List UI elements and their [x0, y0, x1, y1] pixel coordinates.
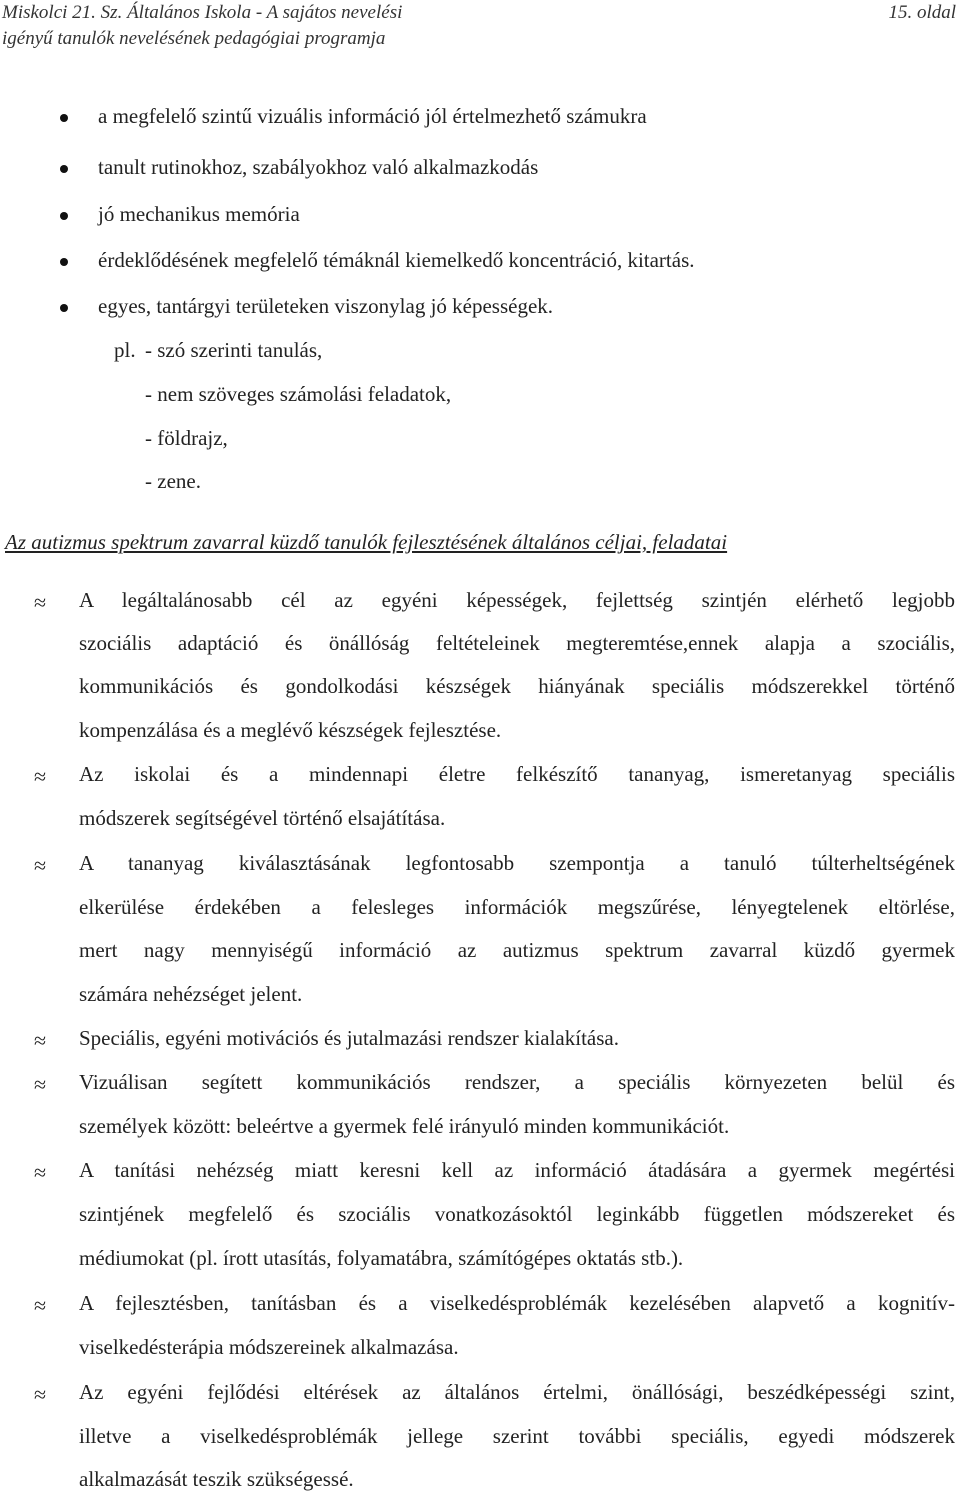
list-item-text: egyes, tantárgyi területeken viszonylag jó képességek. — [98, 294, 554, 318]
section-heading: Az autizmus spektrum zavarral küzdő tanulók fejlesztésének általános céljai, feladatai — [5, 530, 728, 554]
approx-bullet-icon: ≈ — [34, 1072, 47, 1097]
bullet-dot-icon — [60, 304, 68, 312]
approx-bullet-icon: ≈ — [34, 853, 47, 878]
goal-line: elkerülése érdekében a felesleges információk megszűrése, lényegtelenek eltörlése, — [79, 895, 955, 919]
approx-bullet-icon: ≈ — [34, 590, 47, 615]
goal-line: szintjének megfelelő és szociális vonatkozásoktól leginkább független módszereket és — [79, 1202, 955, 1226]
list-item — [0, 202, 960, 246]
list-item-text: tanult rutinokhoz, szabályokhoz való alkalmazkodás — [98, 155, 539, 179]
goal-line: kommunikációs és gondolkodási készségek hiányának speciális módszerekkel történő — [79, 674, 955, 698]
bullet-dot-icon — [60, 165, 68, 173]
goal-line: A fejlesztésben, tanításban és a viselkedésproblémák kezelésében alapvető a kognitív- — [79, 1291, 955, 1315]
approx-bullet-icon: ≈ — [34, 1028, 47, 1053]
goal-line: illetve a viselkedésproblémák jellege szerint további speciális, egyedi módszerek — [79, 1424, 955, 1448]
goal-line: Vizuálisan segített kommunikációs rendszer, a speciális környezeten belül és — [79, 1070, 955, 1094]
goal-line: A tananyag kiválasztásának legfontosabb szempontja a tanuló túlterheltségének — [79, 851, 955, 875]
example-item: - zene. — [145, 469, 201, 493]
goal-line: viselkedésterápia módszereinek alkalmazása. — [79, 1335, 459, 1359]
example-item: - földrajz, — [145, 426, 228, 450]
goal-line: médiumokat (pl. írott utasítás, folyamatábra, számítógépes oktatás stb.). — [79, 1246, 684, 1270]
approx-bullet-icon: ≈ — [34, 1382, 47, 1407]
header-school-title: Miskolci 21. Sz. Általános Iskola - A sajátos nevelési — [2, 2, 403, 23]
list-item-text: érdeklődésének megfelelő témáknál kiemelkedő koncentráció, kitartás. — [98, 248, 695, 272]
examples-prefix: pl. — [114, 338, 136, 362]
goal-line: Az iskolai és a mindennapi életre felkészítő tananyag, ismeretanyag speciális — [79, 762, 955, 786]
goal-line: A tanítási nehézség miatt keresni kell az információ átadására a gyermek megértési — [79, 1158, 955, 1182]
goal-line: szociális adaptáció és önállóság feltételeinek megteremtése,ennek alapja a szociális, — [79, 631, 955, 655]
page-header — [2, 2, 956, 52]
approx-bullet-icon: ≈ — [34, 1160, 47, 1185]
list-item-text: a megfelelő szintű vizuális információ jól értelmezhető számukra — [98, 104, 647, 128]
goal-line: módszerek segítségével történő elsajátítása. — [79, 806, 446, 830]
goal-line: Speciális, egyéni motivációs és jutalmazási rendszer kialakítása. — [79, 1026, 619, 1050]
goal-line: kompenzálása és a meglévő készségek fejlesztése. — [79, 718, 502, 742]
list-item — [0, 155, 960, 199]
list-item — [0, 104, 960, 148]
goal-line: személyek között: beleértve a gyermek felé irányuló minden kommunikációt. — [79, 1114, 730, 1138]
bullet-dot-icon — [60, 212, 68, 220]
approx-bullet-icon: ≈ — [34, 1293, 47, 1318]
bullet-dot-icon — [60, 114, 68, 122]
goal-line: mert nagy mennyiségű információ az autizmus spektrum zavarral küzdő gyermek — [79, 938, 955, 962]
example-item: - nem szöveges számolási feladatok, — [145, 382, 452, 406]
approx-bullet-icon: ≈ — [34, 764, 47, 789]
goal-line: számára nehézséget jelent. — [79, 982, 303, 1006]
list-item-text: jó mechanikus memória — [98, 202, 300, 226]
goal-line: alkalmazását teszik szükségessé. — [79, 1467, 354, 1491]
goal-line: Az egyéni fejlődési eltérések az általános értelmi, önállósági, beszédképességi szint, — [79, 1380, 955, 1404]
example-item: - szó szerinti tanulás, — [145, 338, 323, 362]
header-program-title: igényű tanulók nevelésének pedagógiai programja — [2, 28, 386, 49]
bullet-dot-icon — [60, 258, 68, 266]
goal-line: A legáltalánosabb cél az egyéni képességek, fejlettség szintjén elérhető legjobb — [79, 588, 955, 612]
list-item — [0, 294, 960, 338]
header-page-number: 15. oldal — [888, 2, 956, 23]
list-item — [0, 248, 960, 292]
